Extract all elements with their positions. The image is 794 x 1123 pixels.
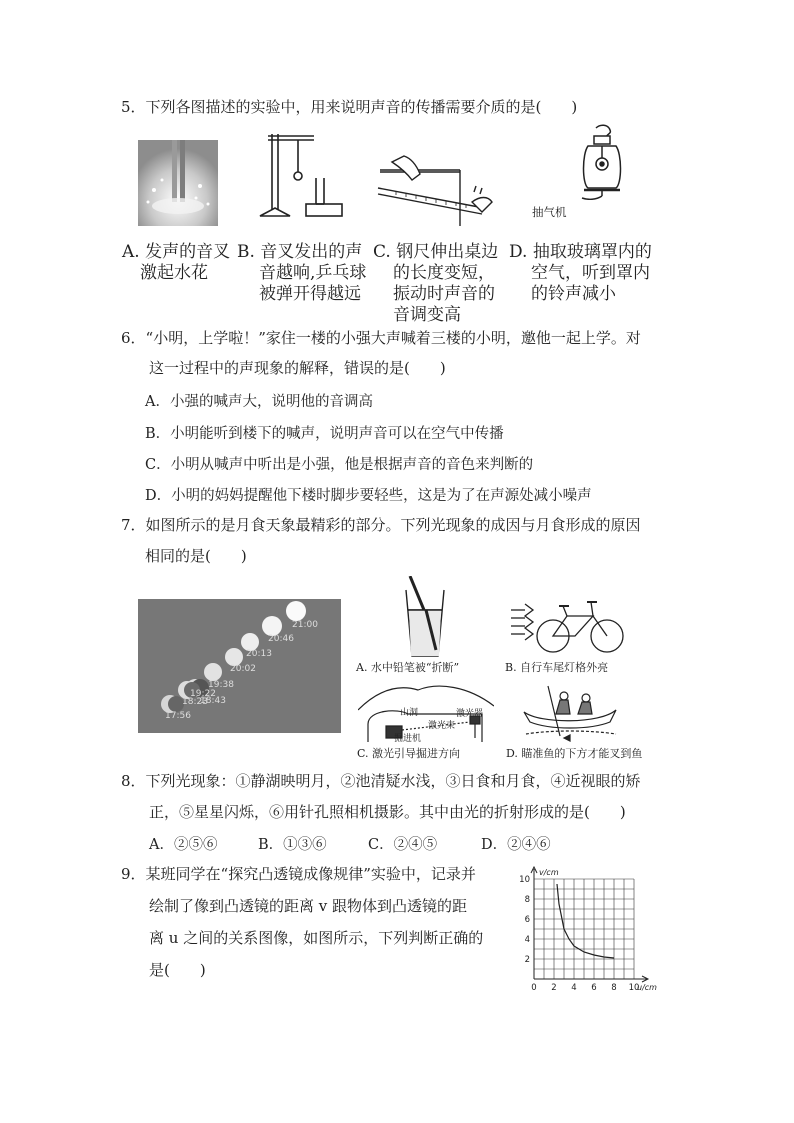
caption-a: A. 水中铅笔被“折断” [356,661,460,674]
v-u-graph [514,866,674,994]
tunnel-label-mountain: 山洞 [400,708,419,718]
q7-image-a-pencil-glass [400,576,450,658]
q7-stem-line2: 相同的是( ) [145,547,247,565]
q5-image-b-fork-ball [258,130,348,222]
q5-stem: 5．下列各图描述的实验中，用来说明声音的传播需要介质的是( ) [121,98,578,116]
x-tick-label: 10 [628,983,640,993]
q9-line1: 9．某班同学在“探究凸透镜成像规律”实验中，记录并 [121,865,476,883]
q5-option-b: B. 音叉发出的声 音越响,乒乓球 被弹开得越远 [237,242,367,304]
moon-time-1: 21:00 [292,620,318,630]
q7-image-c-tunnel-laser [358,680,494,742]
x-tick-label: 8 [611,983,617,993]
q9-line4: 是( ) [149,961,206,979]
pump-label: 抽气机 [532,205,567,219]
q9-line3: 离 u 之间的关系图像，如图所示，下列判断正确的 [149,929,484,947]
q5-option-d: D. 抽取玻璃罩内的 空气，听到罩内 的铃声减小 [509,242,652,304]
moon-time-2: 20:46 [268,634,294,644]
moon-time-7: 18:43 [200,696,226,706]
q8-option-a: A．②⑤⑥ [149,837,218,853]
q8-option-d: D．②④⑥ [481,837,551,853]
caption-c: C. 激光引导掘进方向 [357,747,461,760]
y-tick-label: 8 [524,895,530,905]
q8-option-c: C．②④⑤ [368,837,438,853]
moon-time-6: 19:22 [190,689,216,699]
tunnel-label-beam: 激光束 [428,721,456,731]
moon-time-9: 17:56 [165,711,191,721]
q9-line2: 绘制了像到凸透镜的距离 v 跟物体到凸透镜的距 [149,897,468,915]
series-line-0 [557,884,614,958]
x-axis-label: u/cm [637,983,657,992]
q8-stem-line1: 8．下列光现象：①静湖映明月，②池清疑水浅，③日食和月食，④近视眼的矫 [121,772,641,790]
caption-d: D. 瞄准鱼的下方才能叉到鱼 [506,747,643,760]
q5-image-c-ruler [376,150,494,226]
q6-option-d: D．小明的妈妈提醒他下楼时脚步要轻些，这是为了在声源处减小噪声 [145,488,592,504]
q8-stem-line2: 正，⑤星星闪烁，⑥用针孔照相机摄影。其中由光的折射形成的是( ) [149,803,626,821]
q6-option-c: C．小明从喊声中听出是小强，他是根据声音的音色来判断的 [145,457,534,473]
x-tick-label: 4 [571,983,577,993]
y-tick-label: 4 [524,935,530,945]
y-tick-label: 2 [524,955,530,965]
caption-b: B. 自行车尾灯格外亮 [505,661,609,674]
tunnel-label-machine: 掘进机 [394,734,422,744]
moon-time-8: 18:23 [182,697,208,707]
q5-option-c: C. 钢尺伸出桌边 的长度变短， 振动时声音的 音调变高 [373,242,499,325]
tunnel-label-laser: 激光器 [456,709,484,719]
x-tick-label: 6 [591,983,597,993]
q6-stem-line1: 6．“小明，上学啦！”家住一楼的小强大声喊着三楼的小明，邀他一起上学。对 [121,329,641,347]
y-axis-label: v/cm [539,868,559,877]
x-tick-label: 2 [551,983,557,993]
q7-image-d-spear-fish [520,682,620,742]
q7-stem-line1: 7．如图所示的是月食天象最精彩的部分。下列光现象的成因与月食形成的原因 [121,516,641,534]
y-tick-label: 10 [519,875,530,885]
x-tick-label: 0 [531,983,537,993]
q5-option-a: A. 发声的音叉 激起水花 [122,242,231,283]
q7-image-b-bicycle [509,596,627,654]
q6-stem-line2: 这一过程中的声现象的解释，错误的是( ) [149,359,446,377]
q6-option-b: B．小明能听到楼下的喊声，说明声音可以在空气中传播 [145,426,504,442]
q5-image-a-fork-water [138,140,218,226]
q8-option-b: B．①③⑥ [258,837,327,853]
y-tick-label: 6 [524,915,530,925]
moon-time-3: 20:13 [246,649,272,659]
moon-time-5: 19:38 [208,680,234,690]
q6-option-a: A．小强的喊声大，说明他的音调高 [145,394,373,410]
lunar-eclipse-photo [138,599,341,733]
q5-image-d-bell-jar [530,124,630,222]
moon-time-4: 20:02 [230,664,256,674]
